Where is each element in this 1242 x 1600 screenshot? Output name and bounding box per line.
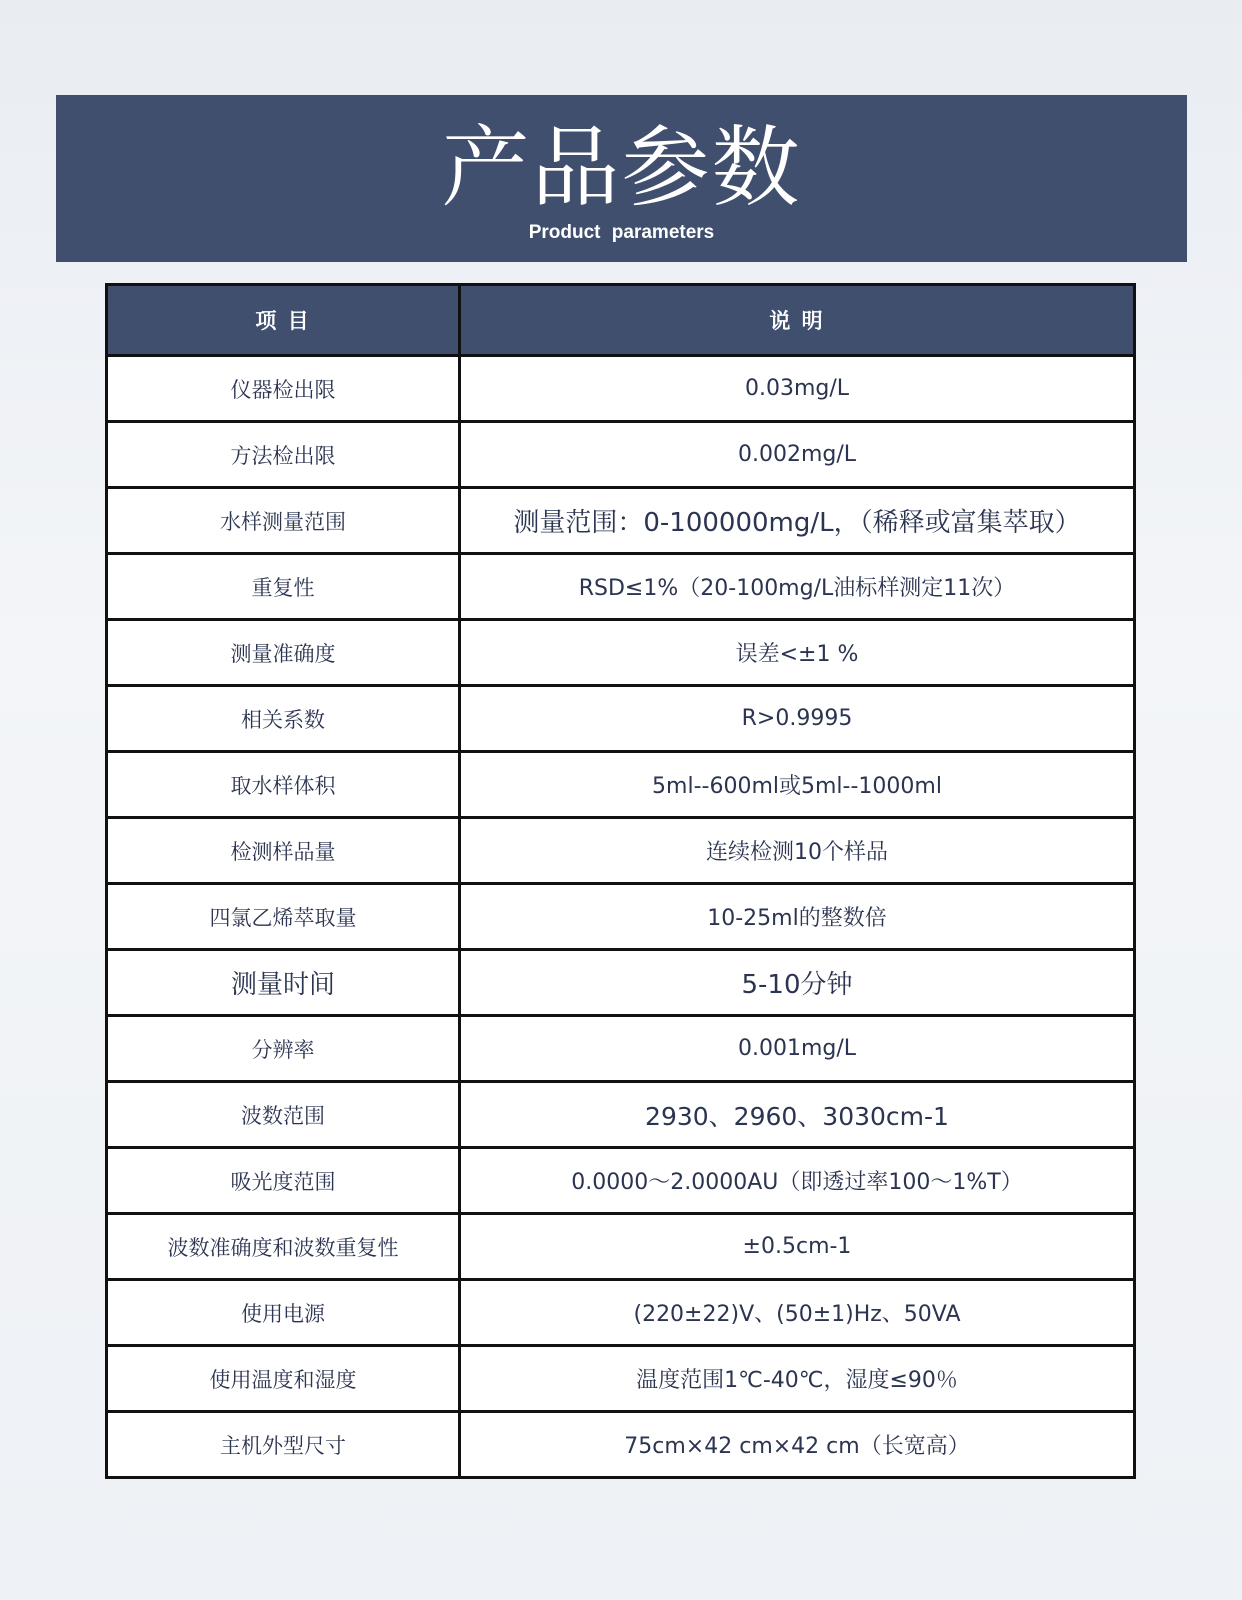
table-row (107, 950, 1135, 1016)
table-row (107, 1016, 1135, 1082)
row-item-label: 水样测量范围 (107, 488, 460, 554)
row-item-label: 波数范围 (107, 1082, 460, 1148)
row-item-value: 0.0000～2.0000AU（即透过率100～1%T） (460, 1148, 1135, 1214)
page-subtitle: Product parameters (528, 222, 715, 243)
row-item-value: 5ml--600ml或5ml--1000ml (460, 752, 1135, 818)
column-header-description: 说 明 (460, 285, 1135, 356)
table-row (107, 1280, 1135, 1346)
row-item-value: 连续检测10个样品 (460, 818, 1135, 884)
row-item-value: 测量范围：0-100000mg/L，（稀释或富集萃取） (460, 488, 1135, 554)
row-item-value: 0.001mg/L (460, 1016, 1135, 1082)
row-item-label: 仪器检出限 (107, 356, 460, 422)
row-item-value: R>0.9995 (460, 686, 1135, 752)
row-item-label: 吸光度范围 (107, 1148, 460, 1214)
row-item-value: 误差<±1 % (460, 620, 1135, 686)
table-row (107, 356, 1135, 422)
table-row (107, 554, 1135, 620)
row-item-value: (220±22)V、(50±1)Hz、50VA (460, 1280, 1135, 1346)
row-item-label: 使用电源 (107, 1280, 460, 1346)
row-item-value: 10-25ml的整数倍 (460, 884, 1135, 950)
row-item-label: 分辨率 (107, 1016, 460, 1082)
table-row (107, 686, 1135, 752)
row-item-value: 75cm×42 cm×42 cm（长宽高） (460, 1412, 1135, 1478)
row-item-label: 取水样体积 (107, 752, 460, 818)
row-item-label: 检测样品量 (107, 818, 460, 884)
row-item-label: 重复性 (107, 554, 460, 620)
row-item-label: 测量时间 (107, 950, 460, 1016)
table-row (107, 1082, 1135, 1148)
page-title: 产品参数 (441, 116, 802, 219)
row-item-label: 使用温度和湿度 (107, 1346, 460, 1412)
table-row (107, 1148, 1135, 1214)
row-item-value: 温度范围1℃-40℃，湿度≤90％ (460, 1346, 1135, 1412)
row-item-value: RSD≤1%（20-100mg/L油标样测定11次） (460, 554, 1135, 620)
row-item-label: 方法检出限 (107, 422, 460, 488)
column-header-item: 项 目 (107, 285, 460, 356)
table-header-row (107, 285, 1135, 356)
table-row (107, 488, 1135, 554)
row-item-label: 相关系数 (107, 686, 460, 752)
row-item-label: 主机外型尺寸 (107, 1412, 460, 1478)
row-item-value: 5-10分钟 (460, 950, 1135, 1016)
table-row (107, 752, 1135, 818)
row-item-label: 波数准确度和波数重复性 (107, 1214, 460, 1280)
table-row (107, 1346, 1135, 1412)
row-item-label: 测量准确度 (107, 620, 460, 686)
header-banner (56, 95, 1187, 262)
table-row (107, 884, 1135, 950)
table-row (107, 1412, 1135, 1478)
table-row (107, 620, 1135, 686)
row-item-value: 2930、2960、3030cm-1 (460, 1082, 1135, 1148)
parameters-table (105, 283, 1136, 1479)
row-item-value: 0.03mg/L (460, 356, 1135, 422)
table-row (107, 1214, 1135, 1280)
row-item-value: ±0.5cm-1 (460, 1214, 1135, 1280)
row-item-label: 四氯乙烯萃取量 (107, 884, 460, 950)
table-row (107, 818, 1135, 884)
row-item-value: 0.002mg/L (460, 422, 1135, 488)
table-row (107, 422, 1135, 488)
